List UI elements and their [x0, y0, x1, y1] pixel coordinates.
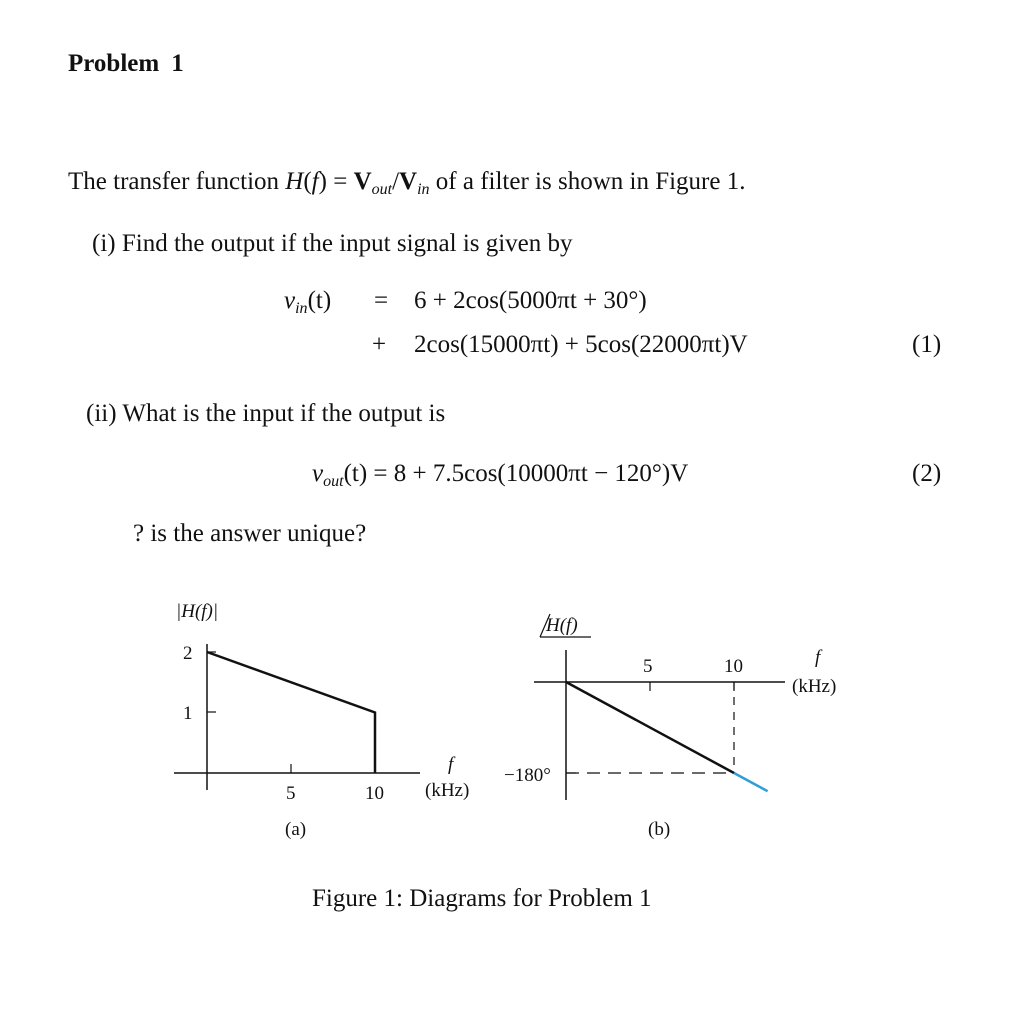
fig-b-xlabel-unit: (kHz) [792, 676, 837, 697]
problem-number: 1 [171, 50, 184, 77]
part-ii-text: What is the input if the output is [122, 400, 446, 427]
fig-b-ylevel-label: −180° [504, 765, 551, 786]
fig-b-xtick-label-10: 10 [724, 656, 743, 677]
vin-subscript: in [417, 181, 430, 198]
vin-symbol: V [399, 168, 418, 195]
intro-text-before: The transfer function [68, 168, 286, 195]
fig-a-magnitude-line [207, 652, 375, 773]
fig-a-ytick-label-2: 2 [183, 643, 193, 664]
fig-b-xlabel-f: f [815, 647, 821, 668]
unique-question: ? is the answer unique? [133, 520, 367, 547]
eq1-number: (1) [912, 331, 942, 358]
part-i-text: Find the output if the input signal is given by [121, 230, 573, 257]
fig-a-xlabel-f: f [448, 754, 454, 775]
vout-symbol: V [353, 168, 372, 195]
fig-b-ylabel: H(f) [546, 615, 578, 636]
part-ii-label: (ii) [86, 400, 117, 427]
eq1-line2: 2cos(15000πt) + 5cos(22000πt)V [414, 331, 748, 358]
intro-text-after: of a filter is shown in Figure 1. [429, 168, 746, 195]
transfer-f: f [311, 168, 319, 195]
vout-subscript: out [371, 181, 393, 198]
problem-label: Problem [68, 50, 160, 77]
eq1-line1: 6 + 2cos(5000πt + 30°) [414, 287, 647, 314]
part-i-label: (i) [92, 230, 116, 257]
eq1-equals: = [374, 287, 389, 314]
fig-b-sublabel: (b) [648, 819, 671, 840]
intro-paragraph: The transfer function $H(f) = V_{out}/V_{in}$ of a filter is shown in Figure 1. [68, 168, 746, 198]
eq2-number: (2) [912, 460, 942, 487]
fig-a-xlabel-unit: (kHz) [425, 780, 470, 801]
fig-a-xtick-label-5: 5 [286, 783, 296, 804]
eq1-v: v [284, 287, 296, 314]
fig-b-phase-extension [734, 773, 768, 791]
fig-a-sublabel: (a) [285, 819, 307, 840]
figure-b [504, 614, 836, 840]
figure-caption: Figure 1: Diagrams for Problem 1 [312, 885, 652, 912]
figure-a [174, 601, 469, 840]
eq1-plus: + [372, 331, 387, 358]
fig-a-xtick-label-10: 10 [365, 783, 384, 804]
eq2-v: v [312, 460, 324, 487]
eq1-sub: in [295, 300, 308, 317]
eq1-t: (t) [307, 287, 332, 314]
fig-b-phase-line [566, 682, 734, 773]
eq2-sub: out [323, 473, 344, 490]
fig-a-ytick-label-1: 1 [183, 703, 193, 724]
fig-b-xtick-label-5: 5 [643, 656, 653, 677]
fig-a-ylabel: |H(f)| [176, 601, 219, 622]
eq2-rest: (t) = 8 + 7.5cos(10000πt − 120°)V [343, 460, 689, 487]
transfer-H: H [285, 168, 304, 195]
